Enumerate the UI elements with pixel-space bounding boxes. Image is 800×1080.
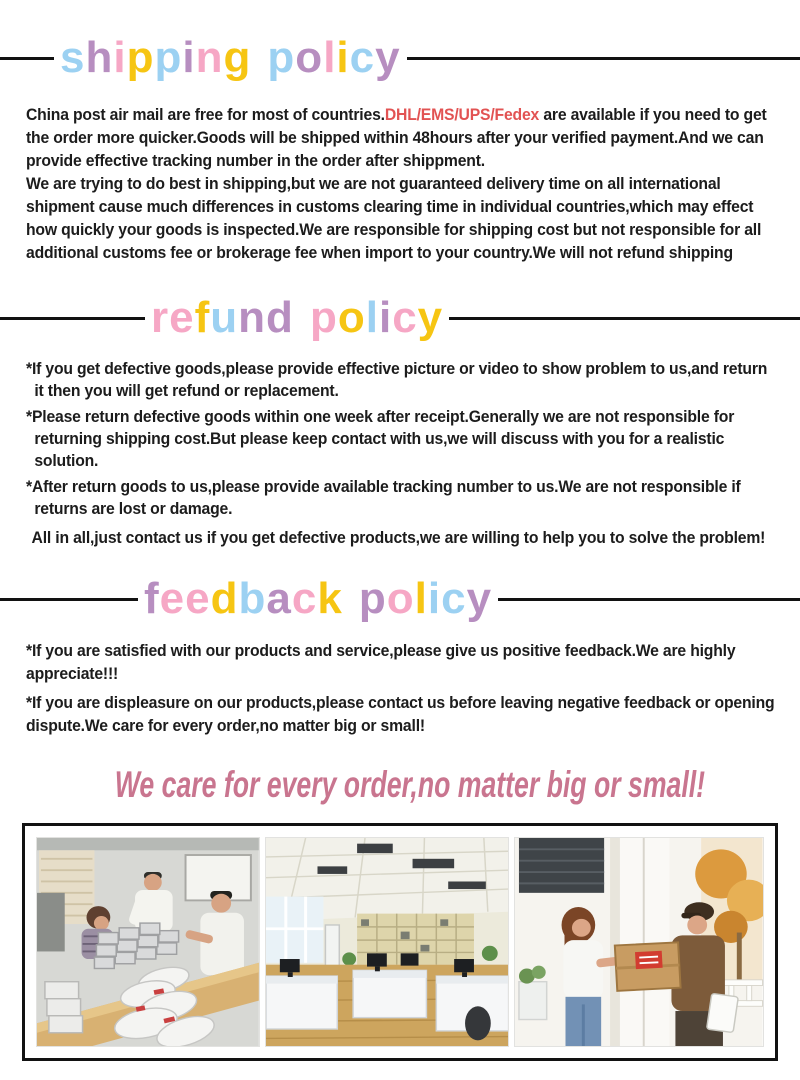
divider-line-right xyxy=(407,57,800,60)
delivery-illustration xyxy=(515,838,763,1046)
warehouse-illustration xyxy=(37,838,259,1046)
divider-line-left xyxy=(0,57,54,60)
feedback-paragraph-1: *If you are satisfied with our products and service,please give us positive feedback.We are highly appreciate!!! xyxy=(26,641,736,683)
shipping-policy-title: shipping policy xyxy=(60,33,401,82)
refund-title-row xyxy=(0,286,800,350)
shipping-policy-text xyxy=(26,103,778,264)
photo-delivery xyxy=(514,837,764,1047)
divider-line-right xyxy=(498,598,800,601)
photo-warehouse-packing xyxy=(36,837,260,1047)
refund-policy-text xyxy=(26,358,778,549)
refund-bullet-1: *If you get defective goods,please provide effective picture or video to show problem to us,and return it then you will get refund or replacement. xyxy=(26,359,768,400)
refund-closing-line: All in all,just contact us if you get defective products,we are willing to help you to solve the problem! xyxy=(31,528,766,547)
divider-line-left xyxy=(0,317,145,320)
divider-line-left xyxy=(0,598,138,601)
refund-bullet-2: *Please return defective goods within one week after receipt.Generally we are not responsible for returning shipping cost.But please keep contact with us,we will discuss with you for a realistic solution. xyxy=(26,407,735,470)
refund-policy-title: refund policy xyxy=(151,293,444,342)
feedback-policy-title: feedback policy xyxy=(144,574,493,623)
policy-page xyxy=(0,26,800,1061)
shipping-policy-section xyxy=(0,26,800,264)
office-illustration xyxy=(266,838,509,1046)
shipping-paragraph-2: We are trying to do best in shipping,but we are not guaranteed delivery time on all international shipment cause much differences in customs clearing time in individual countries,which may effect how quickly your goods is inspected.We are responsible for shipping cost but not responsible for all additional customs fee or brokerage fee when import to your country.We will not refund shipping xyxy=(26,174,762,262)
slogan-row xyxy=(0,763,800,807)
refund-policy-section xyxy=(0,286,800,549)
refund-bullet-3: *After return goods to us,please provide available tracking number to us.We are not responsible if returns are lost or damage. xyxy=(26,477,741,518)
feedback-title-row xyxy=(0,567,800,631)
care-slogan: We care for every order,no matter big or small! xyxy=(114,764,705,805)
feedback-policy-text xyxy=(26,639,778,737)
photo-office xyxy=(265,837,510,1047)
photo-strip xyxy=(22,823,778,1061)
feedback-policy-section xyxy=(0,567,800,737)
shipping-paragraph-1: China post air mail are free for most of countries.DHL/EMS/UPS/Fedex are available if you need to get the order more quicker.Goods will be shipped within 48hours after your verified payment.And we can provide effective tracking number in the order after shippment. xyxy=(26,105,767,170)
feedback-paragraph-2: *If you are displeasure on our products,please contact us before leaving negative feedback or opening dispute.We care for every order,no matter big or small! xyxy=(26,693,775,735)
divider-line-right xyxy=(449,317,800,320)
shipping-title-row xyxy=(0,26,800,90)
